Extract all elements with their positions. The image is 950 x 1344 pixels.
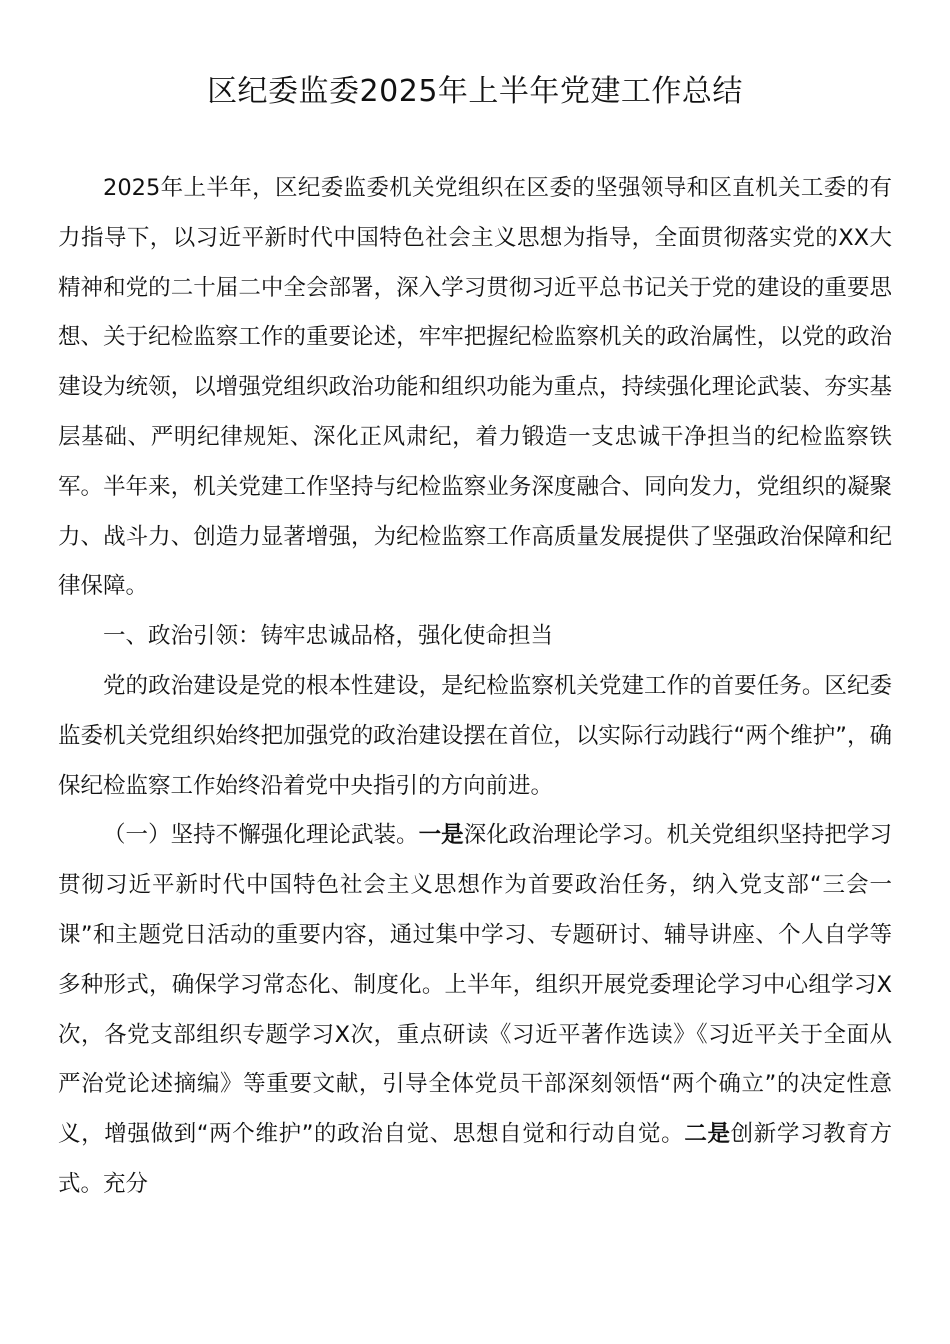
section-paragraph: 党的政治建设是党的根本性建设，是纪检监察机关党建工作的首要任务。区纪委监委机关党组织始终把加强党的政治建设摆在首位，以实际行动践行“两个维护”，确保纪检监察工作始终沿着党中央指引的方向前进。 — [58, 672, 892, 799]
point-label-2: 二是 — [684, 1121, 731, 1148]
document-body — [58, 164, 892, 1210]
point-text-1: 深化政治理论学习。机关党组织坚持把学习贯彻习近平新时代中国特色社会主义思想作为首要政治任务，纳入党支部“三会一课”和主题党日活动的重要内容，通过集中学习、专题研讨、辅导讲座、个人自学等多种形式，确保学习常态化、制度化。上半年，组织开展党委理论学习中心组学习X次，各党支部组织专题学习X次，重点研读《习近平著作选读》《习近平关于全面从严治党论述摘编》等重要文献，引导全体党员干部深刻领悟“两个确立”的决定性意义，增强做到“两个维护”的政治自觉、思想自觉和行动自觉。 — [58, 822, 892, 1148]
subsection-paragraph — [58, 811, 892, 1209]
document-page — [58, 0, 892, 1210]
point-text-2: 创新学习教育方式。充分 — [58, 1121, 892, 1197]
section-heading: 一、政治引领：铸牢忠诚品格，强化使命担当 — [103, 623, 554, 650]
intro-paragraph: 2025年上半年，区纪委监委机关党组织在区委的坚强领导和区直机关工委的有力指导下，以习近平新时代中国特色社会主义思想为指导，全面贯彻落实党的XX大精神和党的二十届二中全会部署，深入学习贯彻习近平总书记关于党的建设的重要思想、关于纪检监察工作的重要论述，牢牢把握纪检监察机关的政治属性，以党的政治建设为统领，以增强党组织政治功能和组织功能为重点，持续强化理论武装、夯实基层基础、严明纪律规矩、深化正风肃纪，着力锻造一支忠诚干净担当的纪检监察铁军。半年来，机关党建工作坚持与纪检监察业务深度融合、同向发力，党组织的凝聚力、战斗力、创造力显著增强，为纪检监察工作高质量发展提供了坚强政治保障和纪律保障。 — [58, 175, 892, 600]
point-label-1: 一是 — [418, 822, 464, 849]
document-title: 区纪委监委2025年上半年党建工作总结 — [207, 74, 743, 109]
subsection-lead: （一）坚持不懈强化理论武装。 — [103, 822, 419, 849]
